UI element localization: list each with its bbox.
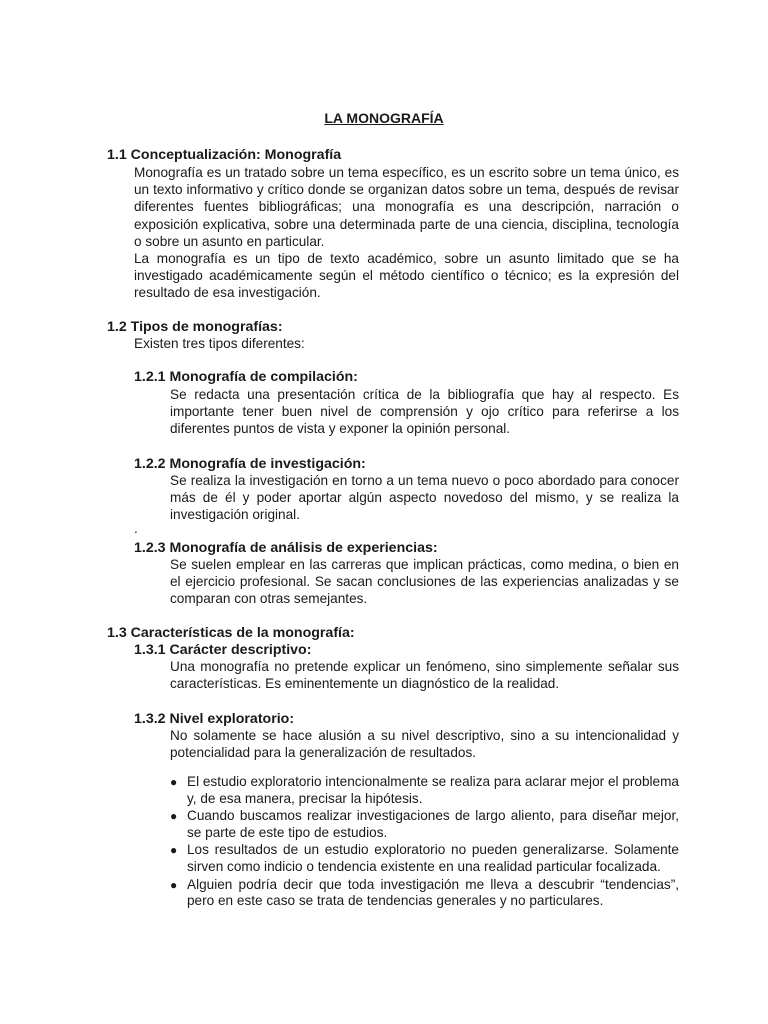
list-item: [170, 877, 679, 910]
bullet-icon: ●: [170, 809, 178, 824]
subsection-heading-1-2-2: 1.2.2 Monografía de investigación:: [134, 456, 366, 472]
bullet-icon: ●: [170, 775, 178, 789]
subsection-heading-1-3-2: 1.3.2 Nivel exploratorio:: [134, 711, 295, 727]
list-item-text: Los resultados de un estudio exploratorio no pueden generalizarse. Solamente sirven como indicio o tendencia existente en una realidad particular focalizada.: [187, 842, 679, 874]
list-item-text: El estudio exploratorio intencionalmente se realiza para aclarar mejor el problema y, de esa manera, precisar la hipótesis.: [187, 774, 679, 806]
list-item: [170, 774, 679, 807]
document-title: LA MONOGRAFÍA: [324, 110, 444, 126]
subsection-heading-1-3-1: 1.3.1 Carácter descriptivo:: [134, 642, 312, 658]
paragraph-investigacion: Se realiza la investigación en torno a un tema nuevo o poco abordado para conocer más de él y poder aportar algún aspecto novedoso del mismo, y se realiza la investigación original.: [170, 473, 679, 523]
section-heading-1-3: 1.3 Características de la monografía:: [107, 625, 355, 641]
paragraph-analisis-experiencias: Se suelen emplear en las carreras que implican prácticas, como medina, o bien en el ejercicio profesional. Se sacan conclusiones de las experiencias analizadas y se comparan con otras semejantes.: [170, 557, 679, 607]
bullet-list: [170, 774, 679, 911]
bullet-icon: ●: [170, 843, 178, 858]
section-heading-1-1: 1.1 Conceptualización: Monografía: [107, 147, 342, 163]
list-item-text: Alguien podría decir que toda investigación me lleva a descubrir “tendencias”, pero en este caso se trata de tendencias generales y no particulares.: [187, 876, 679, 909]
bullet-icon: ●: [170, 877, 178, 892]
paragraph-conceptualizacion-1: Monografía es un tratado sobre un tema específico, es un escrito sobre un tema único, es un texto informativo y crítico donde se organizan datos sobre un tema, después de revisar diferentes fuentes bibliográficas; una monografía es una descripción, narración o exposición explicativa, sobre una determinada parte de una ciencia, disciplina, tecnología o sobre un asunto en particular.: [134, 165, 679, 249]
list-item: [170, 808, 679, 841]
subsection-heading-1-2-1: 1.2.1 Monografía de compilación:: [134, 369, 358, 385]
stray-period: .: [134, 521, 138, 536]
paragraph-nivel-exploratorio: No solamente se hace alusión a su nivel descriptivo, sino a su intencionalidad y potencialidad para la generalización de resultados.: [170, 728, 679, 761]
section-heading-1-2: 1.2 Tipos de monografías:: [107, 319, 283, 335]
paragraph-caracter-descriptivo: Una monografía no pretende explicar un fenómeno, sino simplemente señalar sus características. Es eminentemente un diagnóstico de la realidad.: [170, 659, 679, 692]
list-item-text: Cuando buscamos realizar investigaciones de largo aliento, para diseñar mejor, se parte de este tipo de estudios.: [187, 808, 679, 840]
paragraph-conceptualizacion-2: La monografía es un tipo de texto académico, sobre un asunto limitado que se ha investigado académicamente según el método científico o técnico; es la expresión del resultado de esa investigación.: [134, 251, 679, 301]
paragraph-compilacion: Se redacta una presentación crítica de la bibliografía que hay al respecto. Es importante tener buen nivel de comprensión y ojo crítico para referirse a los diferentes puntos de vista y exponer la opinión personal.: [170, 387, 679, 437]
paragraph-tipos-intro: Existen tres tipos diferentes:: [134, 336, 305, 351]
list-item: [170, 842, 679, 875]
subsection-heading-1-2-3: 1.2.3 Monografía de análisis de experiencias:: [134, 540, 438, 556]
